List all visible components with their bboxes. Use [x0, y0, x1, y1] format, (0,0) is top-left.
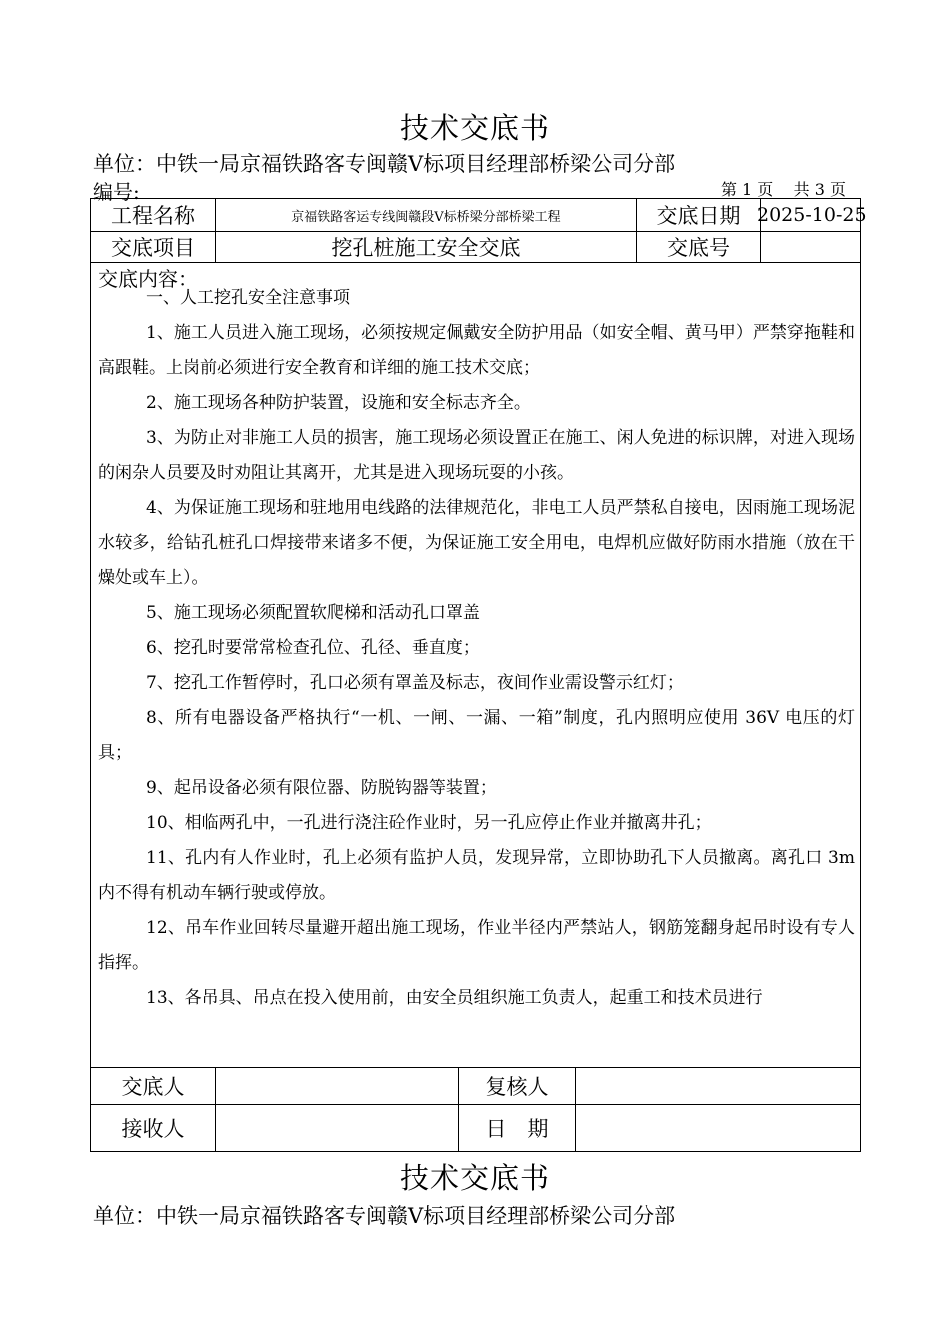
sign-date-value — [576, 1104, 860, 1151]
project-row — [91, 199, 867, 232]
date-text: 2025-10-25 — [757, 204, 867, 226]
item-value: 挖孔桩施工安全交底 — [216, 231, 637, 262]
unit-line: 单位：中铁一局京福铁路客专闽赣Ⅴ标项目经理部桥梁公司分部 — [93, 152, 676, 176]
project-name-value: 京福铁路客运专线闽赣段Ⅴ标桥梁分部桥梁工程 — [216, 199, 637, 231]
paragraph-12: 12、吊车作业回转尽量避开超出施工现场，作业半径内严禁站人，钢筋笼翻身起吊时设有专人指挥。 — [98, 918, 855, 973]
page-info: 第 1 页 共 3 页 — [720, 180, 846, 199]
next-page-title: 技术交底书 — [399, 1161, 550, 1195]
discloser-value — [216, 1068, 459, 1104]
reviewer-value — [576, 1068, 860, 1104]
project-name-label: 工程名称 — [91, 199, 216, 231]
paragraph-11: 11、孔内有人作业时，孔上必须有监护人员，发现异常，立即协助孔下人员撤离。离孔口 3m 内不得有机动车辆行驶或停放。 — [98, 848, 855, 903]
paragraph-5: 5、施工现场必须配置软爬梯和活动孔口罩盖 — [146, 603, 480, 623]
reviewer-label: 复核人 — [459, 1068, 576, 1104]
paragraph-7: 7、挖孔工作暂停时，孔口必须有罩盖及标志，夜间作业需设警示红灯； — [146, 673, 684, 693]
paragraph-6: 6、挖孔时要常常检查孔位、孔径、垂直度； — [146, 638, 480, 658]
paragraph-8: 8、所有电器设备严格执行“一机、一闸、一漏、一箱”制度，孔内照明应使用 36V 电压的灯具； — [98, 708, 855, 763]
content-section — [91, 263, 860, 1068]
number-value — [761, 231, 860, 262]
next-page-unit-line: 单位：中铁一局京福铁路客专闽赣Ⅴ标项目经理部桥梁公司分部 — [93, 1204, 676, 1228]
paragraph-10: 10、相临两孔中，一孔进行浇注砼作业时，另一孔应停止作业并撤离井孔； — [146, 813, 712, 833]
receiver-label: 接收人 — [91, 1104, 216, 1151]
item-label: 交底项目 — [91, 231, 216, 262]
discloser-label: 交底人 — [91, 1068, 216, 1104]
content-heading: 一、人工挖孔安全注意事项 — [146, 288, 350, 308]
date-label: 交底日期 — [637, 199, 761, 231]
receiver-value — [216, 1104, 459, 1151]
item-row — [91, 231, 860, 263]
number-label: 交底号 — [637, 231, 761, 262]
paragraph-1: 1、施工人员进入施工现场，必须按规定佩戴安全防护用品（如安全帽、黄马甲）严禁穿拖鞋和高跟鞋。上岗前必须进行安全教育和详细的施工技术交底； — [98, 323, 855, 378]
paragraph-9: 9、起吊设备必须有限位器、防脱钩器等装置； — [146, 778, 497, 798]
code-label: 编号: — [93, 180, 140, 204]
document-title: 技术交底书 — [399, 111, 550, 145]
paragraph-3: 3、为防止对非施工人员的损害，施工现场必须设置正在施工、闲人免进的标识牌，对进入现场的闲杂人员要及时劝阻让其离开，尤其是进入现场玩耍的小孩。 — [98, 428, 855, 483]
sign-row-2 — [91, 1104, 860, 1151]
date-value — [757, 199, 867, 231]
sign-date-label: 日 期 — [459, 1104, 576, 1151]
paragraph-2: 2、施工现场各种防护装置，设施和安全标志齐全。 — [146, 393, 531, 413]
disclosure-table — [90, 198, 867, 1152]
paragraph-13: 13、各吊具、吊点在投入使用前，由安全员组织施工负责人，起重工和技术员进行 — [146, 988, 763, 1008]
paragraph-4: 4、为保证施工现场和驻地用电线路的法律规范化，非电工人员严禁私自接电，因雨施工现场泥水较多，给钻孔桩孔口焊接带来诸多不便，为保证施工安全用电，电焊机应做好防雨水措施（放在干燥处或车上）。 — [98, 498, 855, 588]
sign-row-1 — [91, 1068, 860, 1105]
content-label: 交底内容： — [98, 267, 198, 291]
